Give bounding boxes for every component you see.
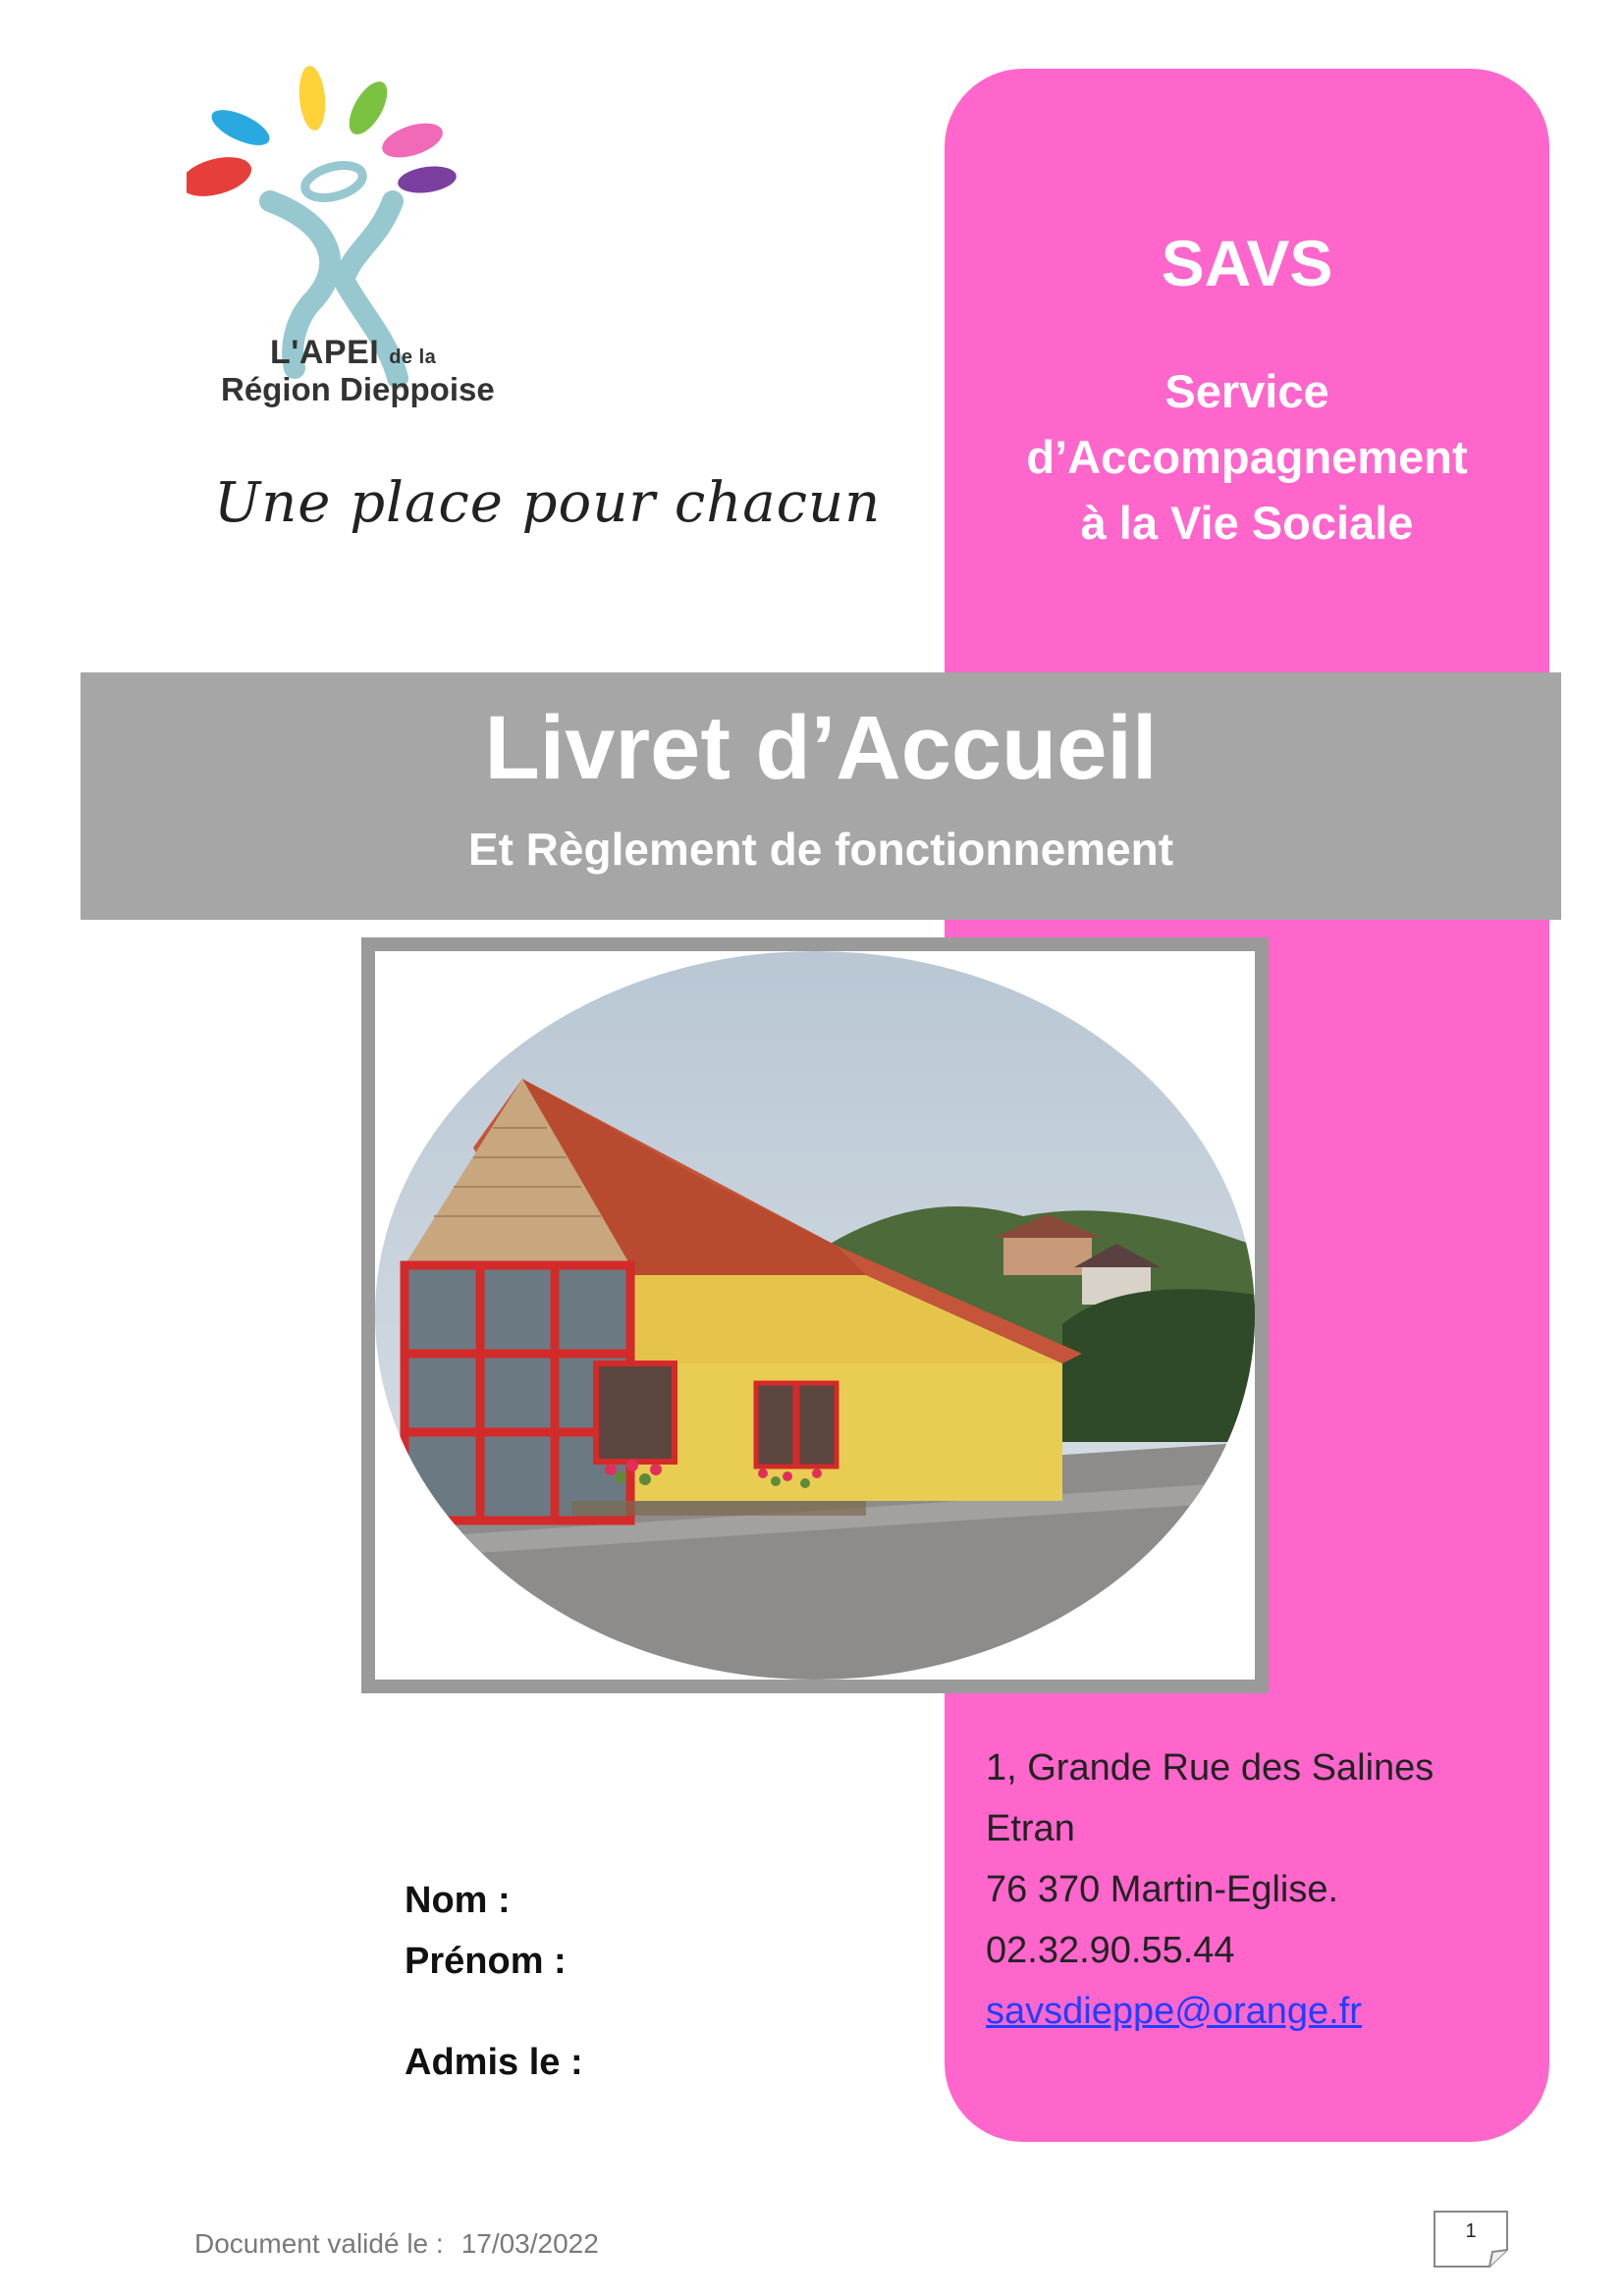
nom-label: Nom : (405, 1880, 511, 1921)
service-full-name (945, 358, 1549, 556)
logo-name-small: de la (389, 347, 437, 368)
address-locality: Etran (986, 1808, 1075, 1849)
address-street: 1, Grande Rue des Salines (986, 1747, 1435, 1789)
address-email (986, 1991, 1362, 2033)
page-number: 1 (1465, 2220, 1477, 2242)
service-name-line: d’Accompagnement (1026, 431, 1468, 483)
logo-name-line1: L'APEI de la (270, 334, 437, 371)
email-link[interactable]: savsdieppe@orange.fr (986, 1991, 1362, 2032)
address-postal-city: 76 370 Martin-Eglise. (986, 1869, 1339, 1910)
service-acronym: SAVS (1161, 227, 1333, 299)
address-phone: 02.32.90.55.44 (986, 1930, 1235, 1971)
document-title: Livret d’Accueil (484, 698, 1158, 798)
prenom-label: Prénom : (405, 1941, 567, 1982)
service-name-line: Service (1164, 365, 1329, 417)
admis-label: Admis le : (405, 2042, 583, 2083)
tagline: Une place pour chacun (214, 471, 882, 535)
logo-name-line2: Région Dieppoise (221, 371, 495, 407)
validated-date: 17/03/2022 (460, 2228, 599, 2259)
validation-footer (194, 2228, 599, 2260)
document-subtitle: Et Règlement de fonctionnement (467, 824, 1174, 875)
building-photo (375, 951, 1255, 1680)
validated-label: Document validé le : (194, 2228, 444, 2259)
service-name-line: à la Vie Sociale (1080, 497, 1414, 549)
